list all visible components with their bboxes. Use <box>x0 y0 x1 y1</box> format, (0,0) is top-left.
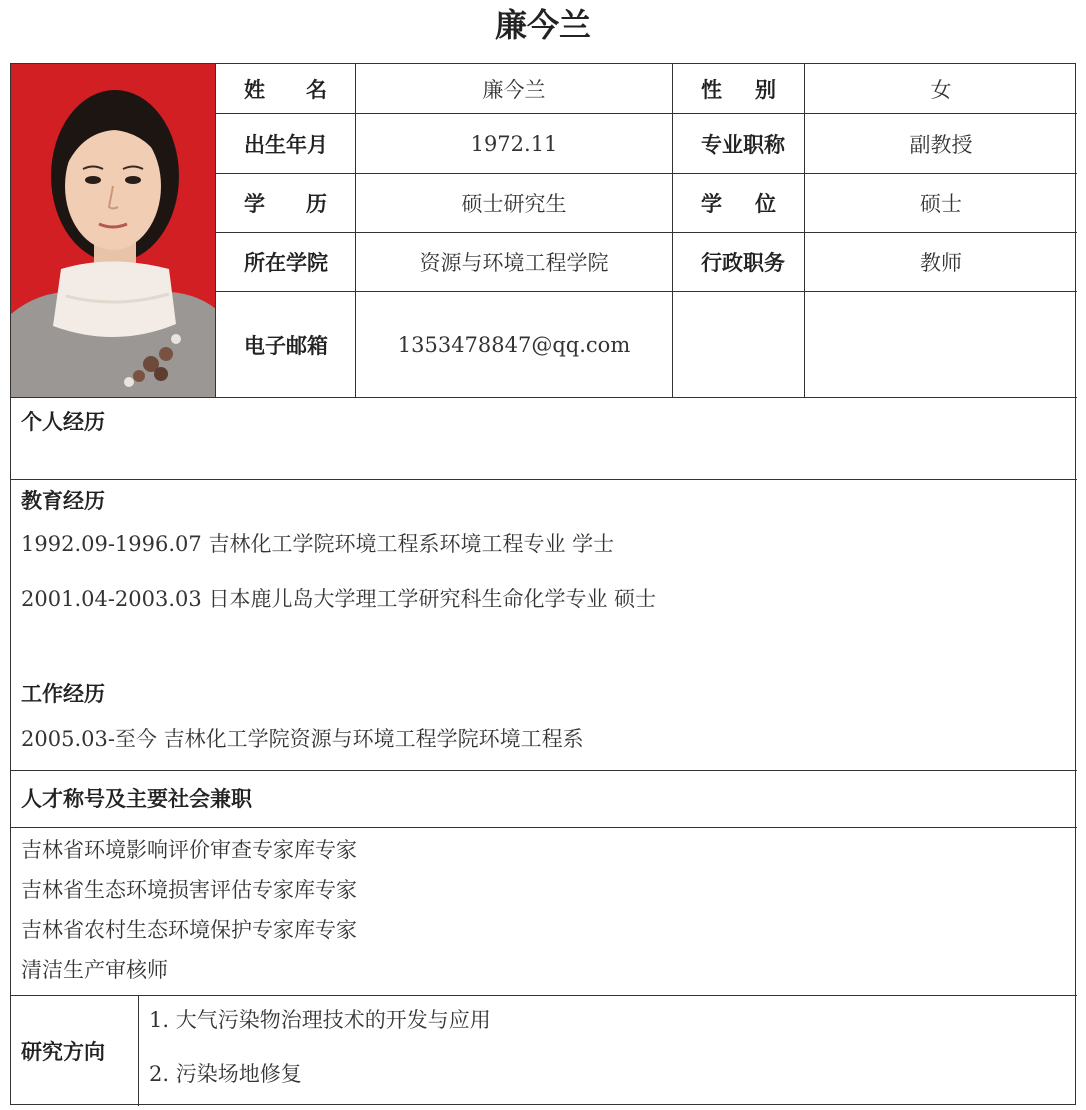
administrative-position-value: 教师 <box>805 233 1077 292</box>
education-value: 硕士研究生 <box>356 174 673 233</box>
gender-label-char-2: 别 <box>755 77 776 102</box>
page-title: 廉今兰 <box>494 6 591 44</box>
administrative-position-label: 行政职务 <box>673 233 805 292</box>
college-label: 所在学院 <box>216 233 356 292</box>
honor-item: 吉林省农村生态环境保护专家库专家 <box>21 918 357 942</box>
portrait-photo <box>11 64 216 397</box>
birth-label: 出生年月 <box>216 114 356 174</box>
name-label-char-2: 名 <box>306 77 327 102</box>
degree-value: 硕士 <box>805 174 1077 233</box>
empty-cell <box>805 292 1077 397</box>
honors-list <box>11 827 1077 995</box>
honors-heading-row <box>11 770 1077 827</box>
name-value: 廉今兰 <box>356 64 673 114</box>
professional-title-label: 专业职称 <box>673 114 805 174</box>
personal-history-section <box>11 397 1077 479</box>
honors-heading: 人才称号及主要社会兼职 <box>21 787 252 811</box>
education-heading: 教育经历 <box>21 489 105 513</box>
gender-value: 女 <box>805 64 1077 114</box>
gender-label <box>673 64 805 114</box>
work-heading: 工作经历 <box>21 682 105 706</box>
honor-item: 清洁生产审核师 <box>21 958 168 982</box>
work-item: 2005.03-至今 吉林化工学院资源与环境工程学院环境工程系 <box>21 727 584 751</box>
research-item: 2. 污染场地修复 <box>149 1062 302 1086</box>
degree-label-char-1: 学 <box>701 192 722 216</box>
professional-title-value: 副教授 <box>805 114 1077 174</box>
degree-label-char-2: 位 <box>755 192 776 216</box>
college-value: 资源与环境工程学院 <box>356 233 673 292</box>
education-label-char-2: 历 <box>306 192 327 216</box>
education-label-char-1: 学 <box>244 192 265 216</box>
degree-label <box>673 174 805 233</box>
honor-item: 吉林省生态环境损害评估专家库专家 <box>21 878 357 902</box>
email-label: 电子邮箱 <box>216 292 356 397</box>
name-label <box>216 64 356 114</box>
education-label <box>216 174 356 233</box>
education-item: 1992.09-1996.07 吉林化工学院环境工程系环境工程专业 学士 <box>21 532 615 556</box>
birth-value: 1972.11 <box>356 114 673 174</box>
research-heading: 研究方向 <box>11 996 139 1106</box>
research-section <box>11 995 1077 1105</box>
basic-info-grid <box>216 64 1077 397</box>
honor-item: 吉林省环境影响评价审查专家库专家 <box>21 838 357 862</box>
profile-table <box>10 63 1076 1105</box>
empty-cell <box>673 292 805 397</box>
education-work-section <box>11 479 1077 770</box>
email-value[interactable]: 1353478847@qq.com <box>356 292 673 397</box>
gender-label-char-1: 性 <box>701 77 722 102</box>
personal-history-heading: 个人经历 <box>21 410 105 434</box>
name-label-char-1: 姓 <box>244 77 265 102</box>
education-item: 2001.04-2003.03 日本鹿儿岛大学理工学研究科生命化学专业 硕士 <box>21 587 657 611</box>
research-item: 1. 大气污染物治理技术的开发与应用 <box>149 1008 491 1032</box>
